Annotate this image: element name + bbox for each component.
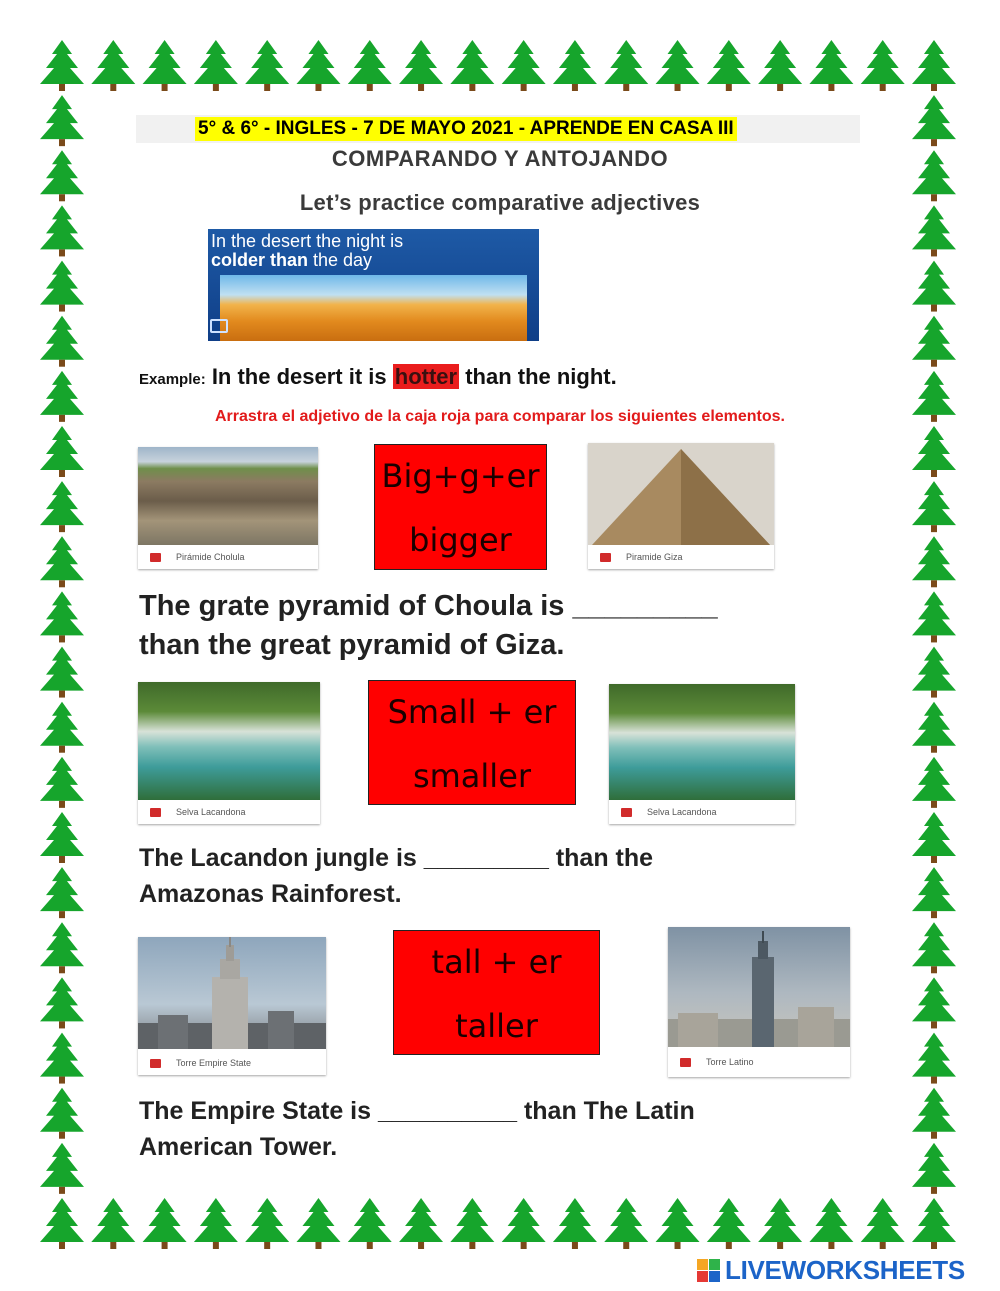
tree-icon <box>604 1198 648 1249</box>
giza-pyramid-image <box>588 443 774 545</box>
desert-banner-image <box>208 229 539 341</box>
tree-icon <box>912 481 956 532</box>
tree-icon <box>40 426 84 477</box>
lacandon-jungle-photo-left <box>138 682 320 824</box>
tree-icon <box>40 647 84 698</box>
sentence-1 <box>139 587 718 665</box>
answer-box-formula: Small + er <box>387 693 557 731</box>
answer-box-word[interactable]: smaller <box>412 757 532 795</box>
image-caption-icon <box>150 553 161 562</box>
tree-icon <box>194 1198 238 1249</box>
tree-icon <box>912 977 956 1028</box>
tree-icon <box>912 591 956 642</box>
banner-bold-text: colder than <box>211 250 309 270</box>
tree-icon <box>861 1198 905 1249</box>
tree-icon <box>40 1198 84 1249</box>
empire-state-image <box>138 937 326 1049</box>
tree-icon <box>912 316 956 367</box>
header-date-line: 5° & 6° - INGLES - 7 DE MAYO 2021 - APRENDE EN CASA III <box>195 117 737 141</box>
image-caption-icon <box>150 808 161 817</box>
example-sentence <box>139 364 617 390</box>
banner-line-1: In the desert the night is <box>211 231 404 251</box>
sentence-3 <box>139 1093 695 1165</box>
sentence-2-line-1: The Lacandon jungle is _________ than the <box>139 844 654 872</box>
torre-latino-image <box>668 927 850 1047</box>
answer-box-formula: Big+g+er <box>381 457 540 495</box>
tree-icon <box>912 757 956 808</box>
tree-icon <box>296 1198 340 1249</box>
tree-icon <box>656 1198 700 1249</box>
tree-icon <box>912 95 956 146</box>
tree-icon <box>912 702 956 753</box>
lacandon-jungle-photo-right <box>609 684 795 824</box>
tree-icon <box>502 1198 546 1249</box>
tree-icon <box>912 40 956 91</box>
image-caption: Torre Latino <box>668 1047 850 1077</box>
image-caption: Piramide Giza <box>588 545 774 569</box>
giza-pyramid-photo <box>588 443 774 569</box>
cholula-pyramid-photo <box>138 447 318 569</box>
image-caption-icon <box>680 1058 691 1067</box>
example-highlight: hotter <box>394 364 458 389</box>
banner-rest-text: the day <box>308 250 373 270</box>
tree-icon <box>912 647 956 698</box>
tree-icon <box>245 40 289 91</box>
tree-icon <box>912 426 956 477</box>
tree-icon <box>40 977 84 1028</box>
torre-latino-photo <box>668 927 850 1077</box>
tree-icon <box>399 40 443 91</box>
tree-icon <box>40 261 84 312</box>
tree-icon <box>40 922 84 973</box>
tree-icon <box>912 1088 956 1139</box>
page-subtitle: Let’s practice comparative adjectives <box>299 190 701 215</box>
example-label: Example: <box>139 371 206 388</box>
tree-icon <box>399 1198 443 1249</box>
tree-icon <box>40 536 84 587</box>
sentence-3-line-1: The Empire State is __________ than The Latin <box>139 1097 695 1125</box>
tree-icon <box>40 1143 84 1194</box>
tree-icon <box>707 40 751 91</box>
tree-icon <box>912 1198 956 1249</box>
tree-icon <box>707 1198 751 1249</box>
tree-icon <box>40 867 84 918</box>
tree-icon <box>40 316 84 367</box>
example-before: In the desert it is <box>205 364 393 389</box>
empire-state-photo <box>138 937 326 1075</box>
tree-icon <box>912 867 956 918</box>
image-caption-icon <box>621 808 632 817</box>
tree-icon <box>912 922 956 973</box>
liveworksheets-logo-icon <box>697 1259 721 1283</box>
tree-icon <box>91 1198 135 1249</box>
sentence-3-line-2: American Tower. <box>139 1133 338 1161</box>
tree-icon <box>40 1033 84 1084</box>
example-after: than the night. <box>459 364 617 389</box>
tree-icon <box>809 1198 853 1249</box>
tree-icon <box>861 40 905 91</box>
tree-icon <box>91 40 135 91</box>
sentence-2 <box>139 840 653 912</box>
tree-icon <box>194 40 238 91</box>
tree-icon <box>245 1198 289 1249</box>
tree-icon <box>40 40 84 91</box>
image-caption: Torre Empire State <box>138 1051 326 1075</box>
tree-icon <box>348 40 392 91</box>
tree-icon <box>912 536 956 587</box>
tree-icon <box>296 40 340 91</box>
image-caption: Selva Lacandona <box>138 800 320 824</box>
tree-icon <box>758 1198 802 1249</box>
cholula-pyramid-image <box>138 447 318 545</box>
answer-box-word[interactable]: bigger <box>409 521 512 559</box>
banner-line-2 <box>211 250 372 271</box>
tree-icon <box>40 812 84 863</box>
answer-box-formula: tall + er <box>431 943 562 981</box>
image-caption: Selva Lacandona <box>609 800 795 824</box>
image-caption-icon <box>600 553 611 562</box>
tv-icon <box>210 319 228 333</box>
sentence-1-line-1: The grate pyramid of Choula is _________ <box>139 590 718 622</box>
tree-icon <box>912 261 956 312</box>
tree-icon <box>40 95 84 146</box>
answer-box-bigger[interactable] <box>374 444 547 570</box>
tree-icon <box>450 40 494 91</box>
lacandon-jungle-image-left <box>138 682 320 800</box>
tree-icon <box>40 591 84 642</box>
tree-icon <box>40 702 84 753</box>
tree-icon <box>502 40 546 91</box>
tree-icon <box>40 757 84 808</box>
page-title: COMPARANDO Y ANTOJANDO <box>331 146 669 171</box>
answer-box-word[interactable]: taller <box>455 1007 538 1045</box>
instruction-text: Arrastra el adjetivo de la caja roja para comparar los siguientes elementos. <box>214 408 785 425</box>
tree-icon <box>656 40 700 91</box>
tree-icon <box>348 1198 392 1249</box>
liveworksheets-wordmark: LIVEWORKSHEETS <box>725 1255 965 1285</box>
tree-icon <box>553 1198 597 1249</box>
tree-icon <box>143 40 187 91</box>
image-caption: Pirámide Cholula <box>138 545 318 569</box>
sentence-1-line-2: than the great pyramid of Giza. <box>139 629 565 661</box>
tree-icon <box>912 1033 956 1084</box>
answer-box-smaller[interactable] <box>368 680 576 805</box>
tree-icon <box>912 1143 956 1194</box>
tree-icon <box>40 1088 84 1139</box>
desert-dunes <box>220 275 527 341</box>
image-caption-icon <box>150 1059 161 1068</box>
answer-box-taller[interactable] <box>393 930 600 1055</box>
tree-icon <box>143 1198 187 1249</box>
lacandon-jungle-image-right <box>609 684 795 800</box>
tree-icon <box>604 40 648 91</box>
tree-icon <box>553 40 597 91</box>
tree-icon <box>809 40 853 91</box>
tree-icon <box>758 40 802 91</box>
tree-icon <box>40 481 84 532</box>
tree-icon <box>450 1198 494 1249</box>
sentence-2-line-2: Amazonas Rainforest. <box>139 880 402 908</box>
tree-icon <box>912 812 956 863</box>
